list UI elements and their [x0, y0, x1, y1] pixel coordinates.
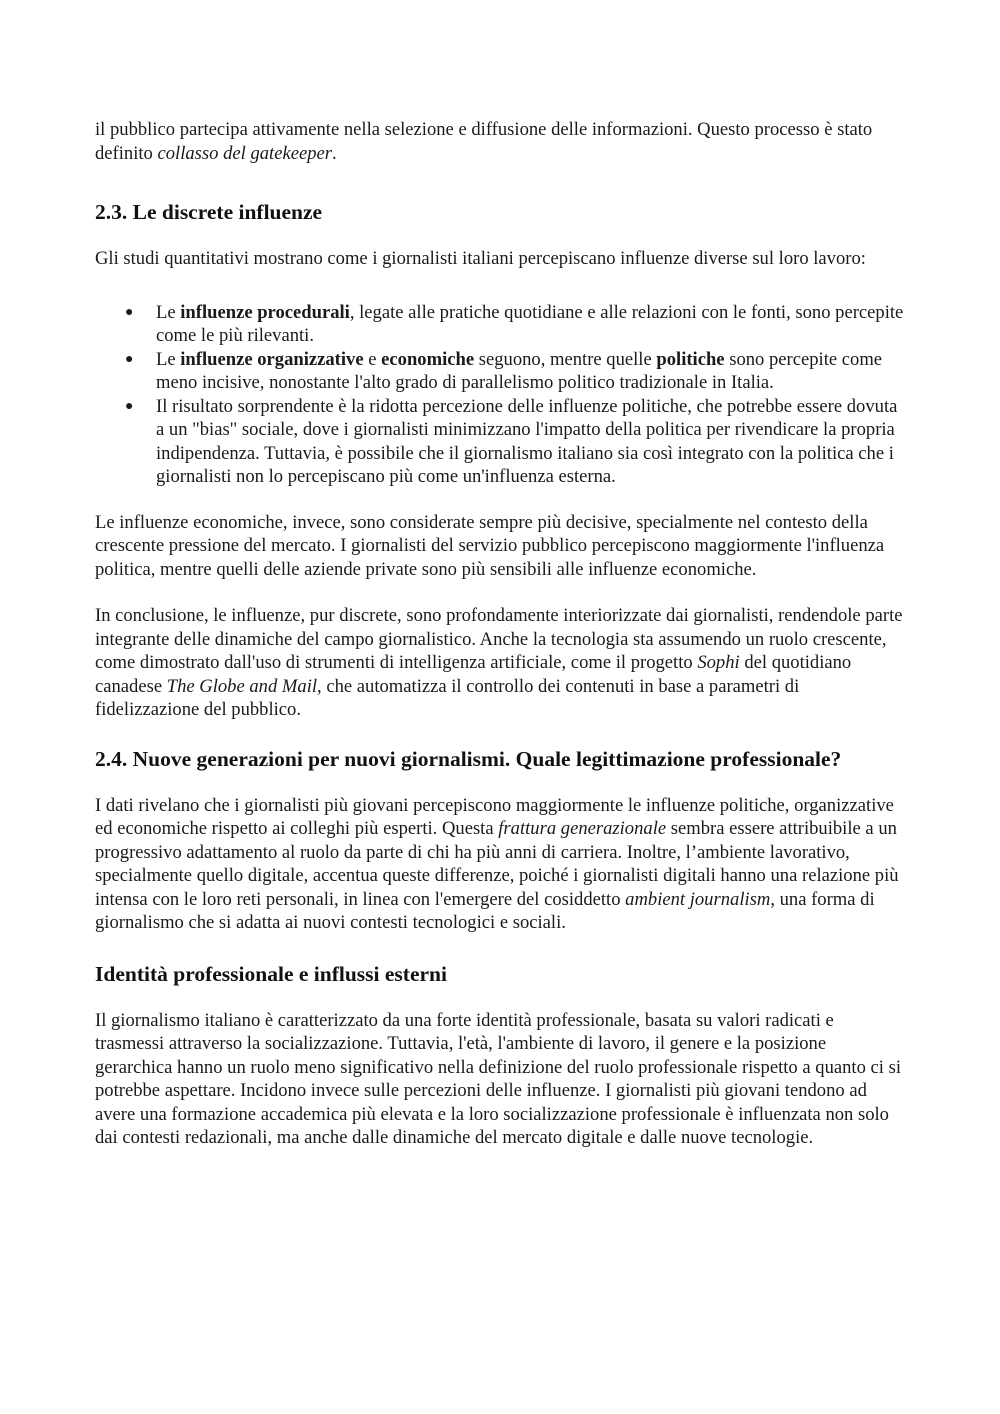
list-item: ● Le influenze organizzative e economiche seguono, mentre quelle politiche sono percepite come meno incisive, nonostante l'alto grado di parallelismo politico tradizionale in Italia.	[125, 348, 883, 393]
identity-paragraph: Il giornalismo italiano è caratterizzato da una forte identità professionale, basata su valori radicati e trasmessi attraverso la socializzazione. Tuttavia, l'età, l'ambiente di lavoro, il genere e la posizione gerarchica hanno un ruolo meno significativo nella definizione del ruolo professionale rispetto a quanto ci si potrebbe aspettare. Incidono invece sulle percezioni delle influenze. I giornalisti più giovani tendono ad avere una formazione accademica più elevata e la loro socializzazione professionale è influenzata non solo dai contesti redazionali, ma anche dalle dinamiche del mercato digitale e dalle nuove tecnologie.	[95, 1009, 901, 1148]
document-page	[95, 118, 907, 1150]
section-2-3-lead: Gli studi quantitativi mostrano come i giornalisti italiani percepiscano influenze diverse sul loro lavoro:	[95, 248, 866, 269]
bullet-icon: ●	[125, 398, 134, 414]
identity-heading: Identità professionale e influssi esterni	[95, 961, 447, 986]
conclusion-paragraph: In conclusione, le influenze, pur discrete, sono profondamente interiorizzate dai giornalisti, rendendole parte integrante delle dinamiche del campo giornalistico. Anche la tecnologia sta assumendo un ruolo crescente, come dimostrato dall'uso di strumenti di intelligenza artificiale, come il progetto Sophi del quotidiano canadese The Globe and Mail, che automatizza il controllo dei contenuti in base a parametri di fidelizzazione del pubblico.	[95, 605, 903, 720]
list-item: ● Il risultato sorprendente è la ridotta percezione delle influenze politiche, che potrebbe essere dovuta a un "bias" sociale, dove i giornalisti minimizzano l'impatto della politica per rivendicare la propria indipendenza. Tuttavia, è possibile che il giornalismo italiano sia così integrato con la politica che i giornalisti non lo percepiscano più come un'influenza esterna.	[125, 395, 898, 487]
section-2-3-heading: 2.3. Le discrete influenze	[95, 200, 323, 224]
bullet-icon: ●	[125, 351, 134, 367]
section-2-4-heading: 2.4. Nuove generazioni per nuovi giornalismi. Quale legittimazione professionale?	[95, 746, 842, 771]
economic-influences-paragraph: Le influenze economiche, invece, sono considerate sempre più decisive, specialmente nel contesto della crescente pressione del mercato. I giornalisti del servizio pubblico percepiscono maggiormente l'influenza politica, mentre quelli delle aziende private sono più sensibili alle influenze economiche.	[95, 511, 885, 580]
list-item: ● Le influenze procedurali, legate alle pratiche quotidiane e alle relazioni con le fonti, sono percepite come le più rilevanti.	[125, 301, 904, 346]
influences-list	[95, 301, 907, 489]
intro-paragraph: il pubblico partecipa attivamente nella selezione e diffusione delle informazioni. Questo processo è stato definito collasso del gatekeeper.	[95, 119, 873, 164]
term-collasso-gatekeeper: collasso del gatekeeper	[157, 142, 333, 164]
bullet-icon: ●	[125, 304, 134, 320]
generations-paragraph: I dati rivelano che i giornalisti più giovani percepiscono maggiormente le influenze politiche, organizzative ed economiche rispetto ai colleghi più esperti. Questa frattura generazionale sembra essere attribuibile a un progressivo adattamento al ruolo da parte di chi ha più anni di carriera. Inoltre, l’ambiente lavorativo, specialmente quello digitale, accentua queste differenze, poiché i giornalisti digitali hanno una relazione più intensa con le loro reti personali, in linea con l'emergere del cosiddetto ambient journalism, una forma di giornalismo che si adatta ai nuovi contesti tecnologici e sociali.	[95, 794, 899, 933]
